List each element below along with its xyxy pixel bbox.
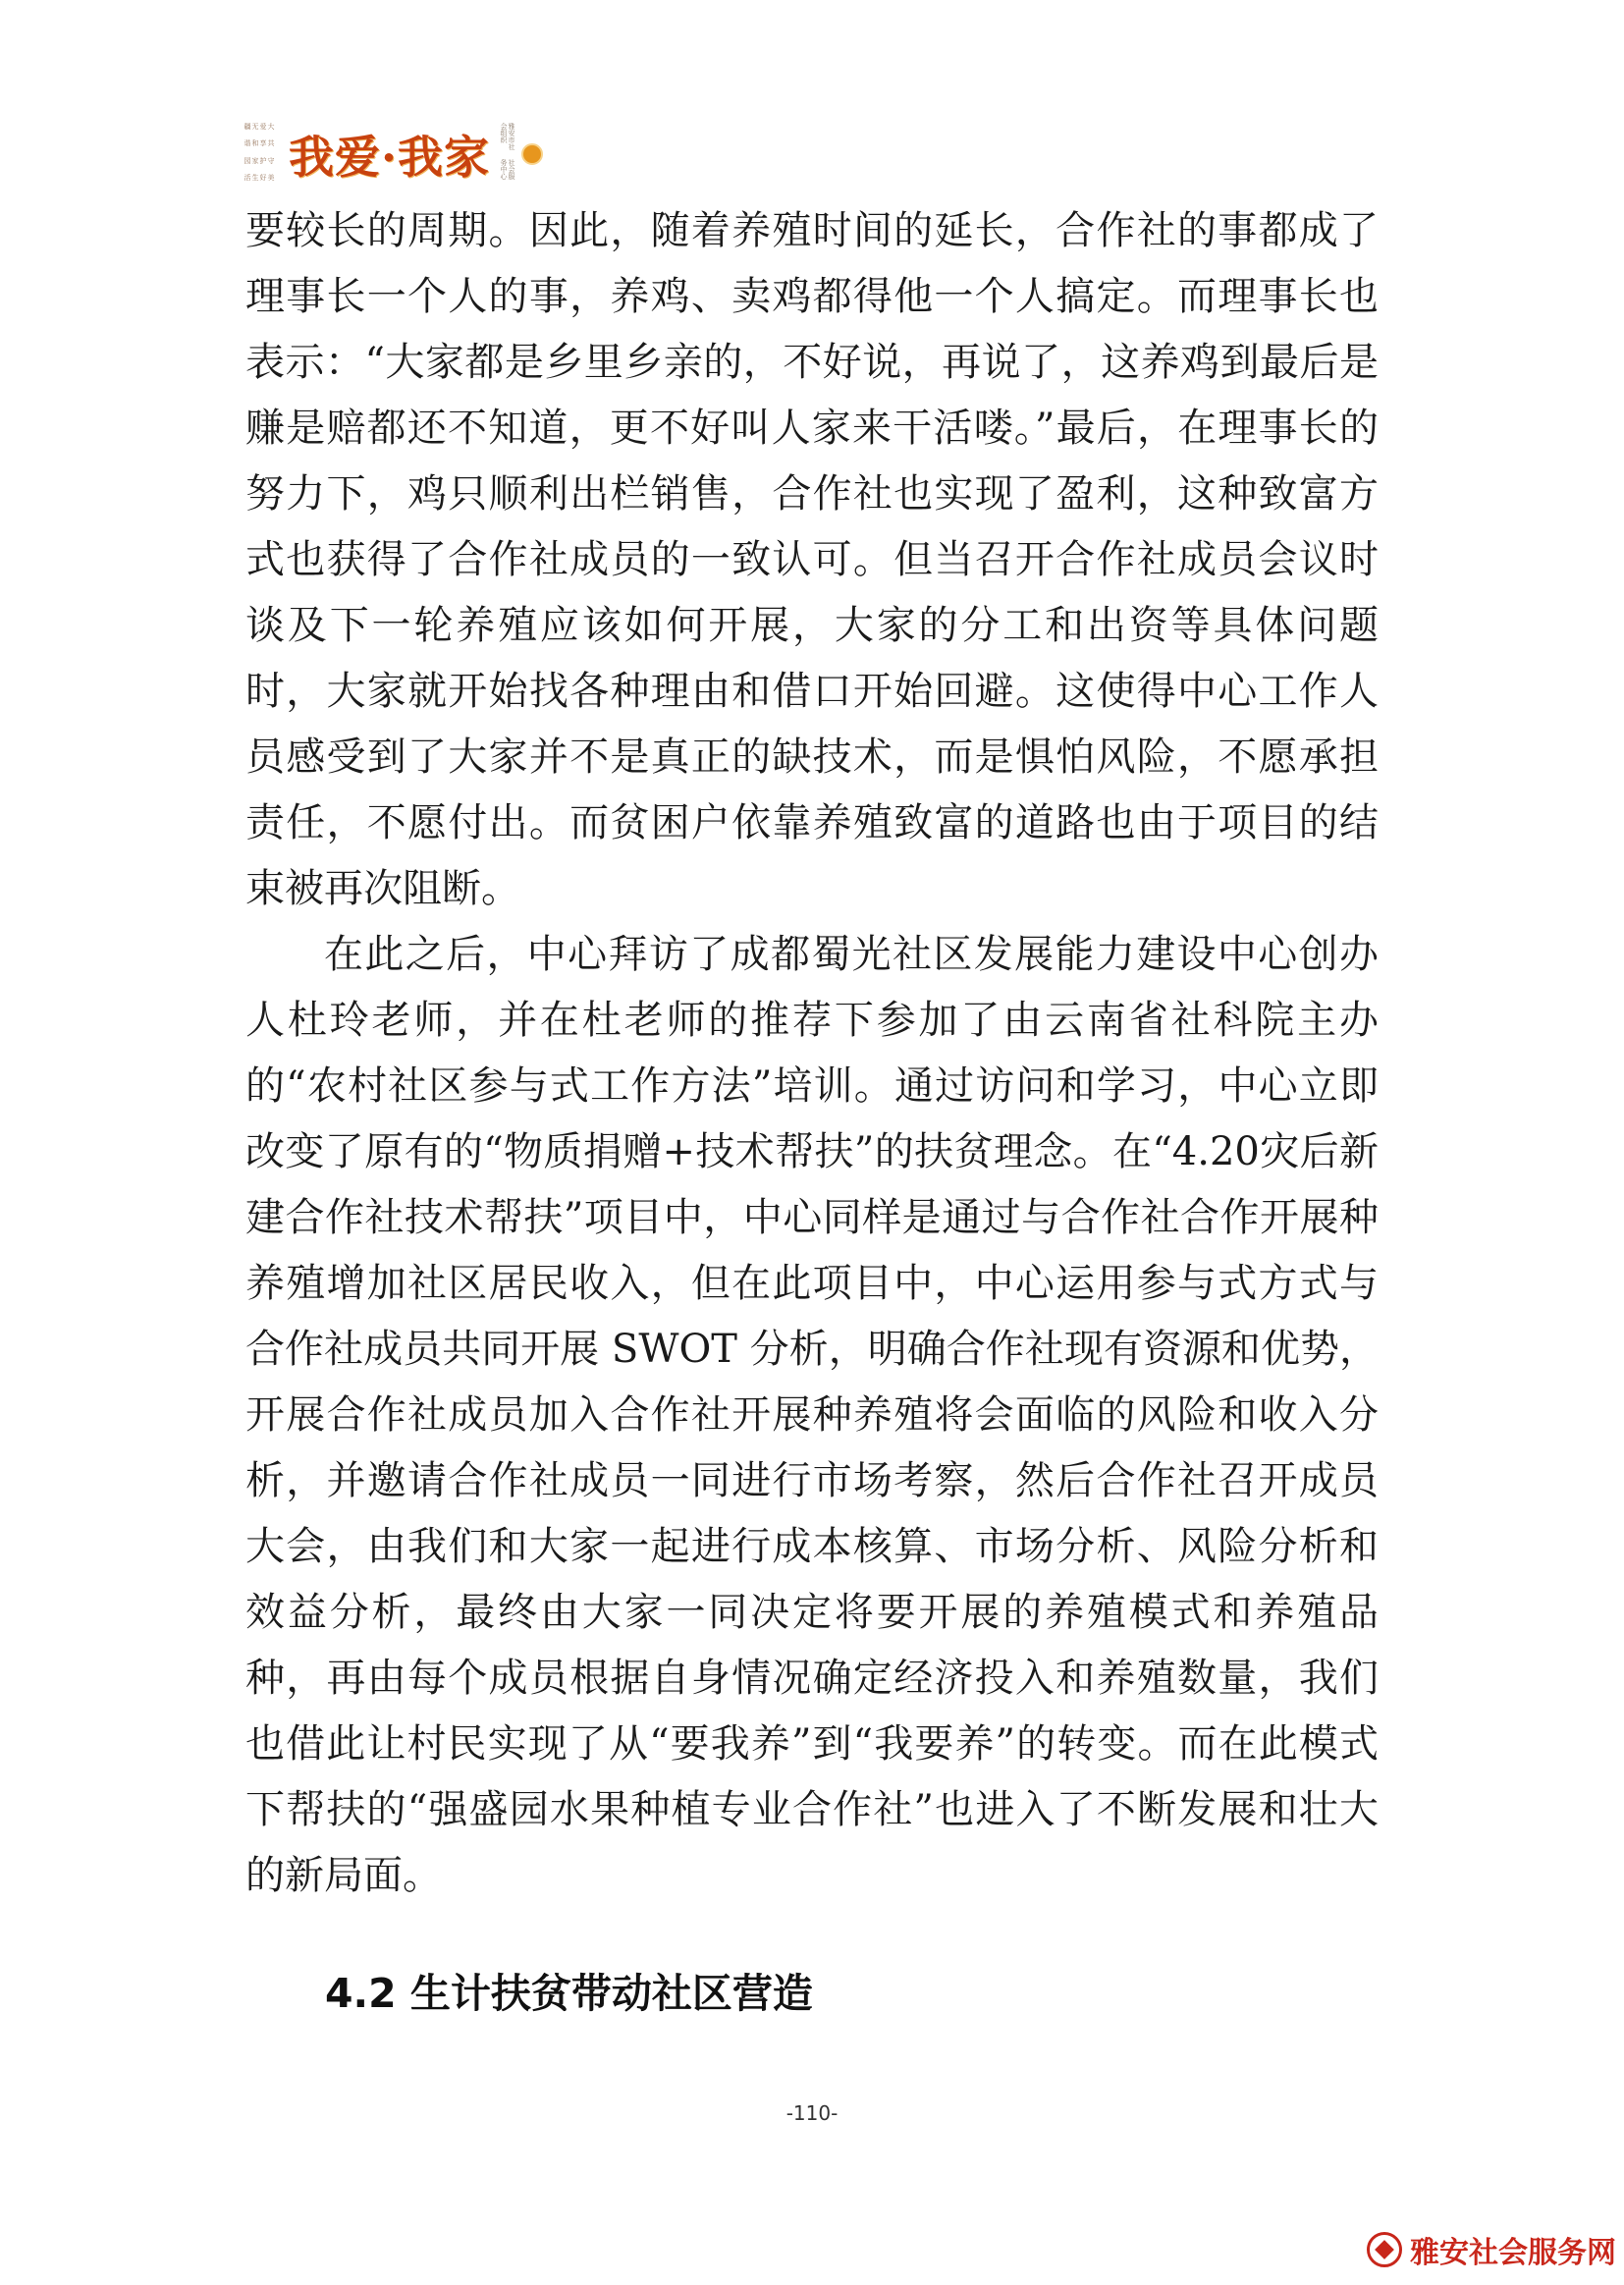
header-logo-title: 我爱·我家 bbox=[289, 131, 491, 184]
paragraph-continued: 要较长的周期。因此，随着养殖时间的延长，合作社的事都成了理事长一个人的事，养鸡、卖鸡都得他一个人搞定。而理事长也表示：“大家都是乡里乡亲的，不好说，再说了，这养鸡到最后是赚是赔都还不知道，更不好叫人家来干活喽。”最后，在理事长的努力下，鸡只顺利出栏销售，合作社也实现了盈利，这种致富方式也获得了合作社成员的一致认可。但当召开合作社成员会议时谈及下一轮养殖应该如何开展，大家的分工和出资等具体问题时，大家就开始找各种理由和借口开始回避。这使得中心工作人员感受到了大家并不是真正的缺技术，而是惧怕风险，不愿承担责任，不愿付出。而贫困户依靠养殖致富的道路也由于项目的结束被再次阻断。 bbox=[245, 208, 1379, 911]
site-watermark[interactable] bbox=[1367, 2228, 1616, 2271]
heart-badge-icon bbox=[1367, 2232, 1402, 2267]
watermark-text: 雅安社会服务网 bbox=[1410, 2236, 1616, 2270]
header-side-text-right bbox=[500, 123, 515, 186]
header-side-text-left bbox=[244, 123, 275, 186]
logo-seal-icon bbox=[521, 143, 543, 165]
header-side-line: 美好生活 bbox=[244, 173, 275, 181]
body-text bbox=[245, 198, 1379, 1909]
header-side-line: 社会服务中心 bbox=[500, 158, 516, 180]
header-side-line: 大爱无疆 bbox=[244, 123, 275, 130]
page-number: -110- bbox=[785, 2101, 839, 2125]
page-header bbox=[244, 110, 543, 198]
paragraph: 在此之后，中心拜访了成都蜀光社区发展能力建设中心创办人杜玲老师，并在杜老师的推荐下参加了由云南省社科院主办的“农村社区参与式工作方法”培训。通过访问和学习，中心立即改变了原有的“物质捐赠+技术帮扶”的扶贫理念。在“4.20灾后新建合作社技术帮扶”项目中，中心同样是通过与合作社合作开展种养殖增加社区居民收入，但在此项目中，中心运用参与式方式与合作社成员共同开展 SWOT 分析，明确合作社现有资源和优势，开展合作社成员加入合作社开展种养殖将会面临的风险和收入分析，并邀请合作社成员一同进行市场考察，然后合作社召开成员大会，由我们和大家一起进行成本核算、市场分析、风险分析和效益分析，最终由大家一同决定将要开展的养殖模式和养殖品种，再由每个成员根据自身情况确定经济投入和养殖数量，我们也借此让村民实现了从“要我养”到“我要养”的转变。而在此模式下帮扶的“强盛园水果种植专业合作社”也进入了不断发展和壮大的新局面。 bbox=[245, 932, 1379, 1898]
section-heading: 4.2 生计扶贫带动社区营造 bbox=[325, 1970, 813, 2017]
header-side-line: 共享和谐 bbox=[244, 139, 275, 147]
header-side-line: 守护家园 bbox=[244, 156, 275, 164]
header-side-line: 雅安市社会组织 bbox=[500, 123, 516, 150]
